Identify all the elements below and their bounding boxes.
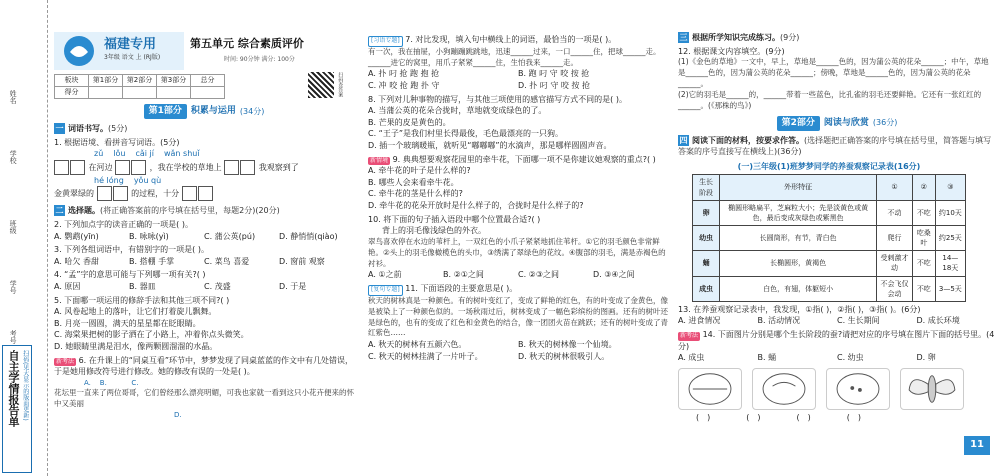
promo-note: 扫码(见大显示的版面更新) — [21, 350, 29, 421]
q9-stem: 9. 典典想要观察花园里的牵牛花，下面哪一项不是你建议她观察的重点?( ) — [392, 154, 656, 164]
table-cell: 约10天 — [935, 200, 965, 225]
answer-boxes[interactable] — [115, 160, 147, 175]
q1-text: 金黄翠绿的 — [54, 189, 94, 199]
table-cell: 白色，有翅，体躯短小 — [720, 276, 877, 301]
q8-stem: 8. 下列对儿种事物的描写，与其他三项使用的感官描写方式不同的是( )。 — [368, 94, 627, 104]
score-cell-part1[interactable] — [89, 87, 123, 99]
q14 — [678, 329, 996, 423]
qr-label: 扫码查答案 — [337, 72, 344, 97]
q7-passage: 有一次，我在抽屉，小狗蹦蹦跳跳地，迅速______过来，一口______住，把球______走。______进它的窝里，用爪子紧紧______住，生怕我来______走。 — [368, 46, 661, 67]
answer-boxes[interactable] — [182, 186, 214, 201]
part2-score: (36分) — [872, 118, 898, 128]
option[interactable]: B. 活动情况 — [757, 316, 801, 326]
q1-text: 我观察到了 — [258, 162, 299, 172]
option[interactable]: A. 牵牛花的叶子是什么样的? — [368, 166, 471, 176]
q2-stem: 2. 下列加点字的读音正确的一项是( )。 — [54, 220, 193, 230]
table-cell: 卵 — [693, 200, 720, 225]
moth-icon — [900, 368, 964, 410]
option[interactable]: B. 月亮一圆圆，满天的星星都在眨眼睛。 — [54, 318, 201, 328]
section-3-heading — [678, 32, 996, 44]
section-3-title: 根据所学知识完成练习。 — [692, 33, 780, 42]
column-1 — [54, 100, 354, 420]
option[interactable]: D. 成长环境 — [916, 316, 960, 326]
table-cell: 不吃 — [912, 200, 935, 225]
score-head-total: 总分 — [191, 75, 225, 87]
q10 — [368, 214, 668, 281]
score-cell-part3[interactable] — [157, 87, 191, 99]
q1-pinyin-row2 — [94, 175, 354, 187]
new-method-badge: 新考法 — [680, 331, 699, 339]
q13-options — [678, 315, 996, 327]
name-label: 姓名 — [9, 90, 18, 104]
part1-score: (34分) — [239, 106, 265, 116]
q3-options — [54, 256, 354, 268]
student-id-label: 学号 — [9, 280, 18, 294]
table-header: 外形特征 — [720, 175, 877, 200]
section-4-title: 阅读下面的材料，按要求作答。 — [692, 135, 804, 145]
leaf-egg-icon — [826, 368, 890, 410]
q5-stem: 5. 下面哪一项运用的修辞手法和其他三项不同?( ) — [54, 295, 230, 305]
q4 — [54, 269, 354, 292]
marker[interactable]: B. — [99, 378, 107, 387]
silkworm-record-table — [692, 161, 966, 302]
paren-slot[interactable]: ( ) — [846, 412, 861, 422]
option[interactable]: A. 当蒲公英的花朵合拢时，草地就变成绿色的了。 — [368, 106, 547, 116]
part1-title: 积累与运用 — [190, 106, 236, 116]
section-2-note: (将正确答案前的序号填在括号里，每题2分)(20分) — [100, 206, 280, 216]
new-method-badge: 新考法 — [56, 357, 75, 365]
class-label: 班级 — [9, 220, 18, 234]
q3-stem: 3. 下列各组词语中，有错别字的一项是( )。 — [54, 245, 209, 255]
marker[interactable]: C. — [131, 378, 139, 387]
section-2-heading — [54, 205, 354, 217]
option[interactable]: D. 卵 — [916, 353, 936, 363]
answer-boxes[interactable] — [54, 160, 86, 175]
score-head-section: 板块 — [55, 75, 89, 87]
brand-subtitle: 3年级 语文 上 (RJ版) — [104, 54, 161, 61]
q10-options — [368, 269, 668, 281]
table-header: ① — [877, 175, 913, 200]
table-cell: 不会飞仅会动 — [877, 276, 913, 301]
q11 — [368, 283, 668, 362]
table-cell: 不吃 — [912, 251, 935, 276]
table-cell: 受刺激才动 — [877, 251, 913, 276]
q11-passage: 秋天的树林真是一种颜色。有的树叶变红了，变成了鲜艳的红色，有的叶变成了金黄色，像是被染上了一种颜色似的。一场秋雨过后，树林变成了一幅色彩缤纷的图画。还有的树叶还是绿色的，也有的变成了红色和金黄色的结合，像一团团火苗在跳跃；还有的树叶变成了青红紫色…… — [368, 295, 668, 338]
q1-pinyin-row1 — [94, 148, 354, 160]
marker[interactable]: D. — [174, 410, 182, 419]
table-header: ② — [912, 175, 935, 200]
section-4-number: 四 — [679, 135, 688, 145]
option[interactable]: C. 秋天的树林挂满了一片叶子。 — [368, 351, 483, 361]
q11-stem: 11. 下面语段的主要意思是( )。 — [405, 284, 518, 294]
table-cell: 14—18天 — [935, 251, 965, 276]
part1-banner — [54, 104, 354, 119]
answer-parens[interactable] — [696, 412, 996, 424]
paren-slot[interactable]: ( ) — [746, 412, 761, 422]
q1-text: 在河边 — [88, 162, 113, 172]
option[interactable]: B. 秋天的树林像一个仙境。 — [518, 340, 617, 350]
q14-options — [678, 352, 996, 364]
section-3-number: 三 — [679, 33, 688, 42]
score-head-part3: 第3部分 — [157, 75, 191, 87]
option[interactable]: B. 咏咏(yì) — [129, 231, 169, 241]
table-cell: 吃桑叶 — [912, 225, 935, 250]
q8 — [368, 94, 668, 152]
option[interactable]: D. ③④之间 — [593, 270, 635, 280]
table-cell: 幼虫 — [693, 225, 720, 250]
column-3 — [678, 32, 996, 423]
q7-stem: 7. 对比发现，填入句中横线上的词语，最恰当的一项是( )。 — [405, 35, 617, 44]
q10-insert: 背上的羽毛像浅绿色的外衣。 — [382, 226, 486, 236]
option[interactable]: C. 茂盛 — [204, 281, 231, 291]
option[interactable]: B. 跑 叼 守 咬 按 抢 — [518, 69, 590, 79]
q13 — [678, 304, 996, 327]
q4-stem: 4. “孟”字的意思可能与下列哪一项有关?( ) — [54, 270, 206, 280]
option[interactable]: B. 芒果的皮是黄色的。 — [368, 117, 451, 127]
table-header: ③ — [935, 175, 965, 200]
section-1-note: (5分) — [108, 124, 128, 134]
exam-id-label: 考号 — [9, 330, 18, 344]
section-1-heading — [54, 123, 354, 135]
leaf-cocoon-icon — [678, 368, 742, 410]
table-cell: 不吃 — [912, 276, 935, 301]
q3 — [54, 244, 354, 267]
option[interactable]: A. 原因 — [54, 281, 81, 291]
option[interactable]: A. 成虫 — [678, 353, 705, 363]
q1-line2 — [54, 186, 354, 201]
silkworm-images — [678, 368, 996, 410]
part2-banner — [678, 116, 996, 131]
table-row — [693, 276, 966, 301]
q12 — [678, 46, 996, 112]
q7 — [368, 34, 668, 92]
table-cell: 长圆筒形，有节，青白色 — [720, 225, 877, 250]
leaf-larva-icon — [752, 368, 816, 410]
q10-stem: 10. 将下面的句子插入语段中哪个位置最合适?( ) — [368, 214, 541, 224]
part2-tag: 第2部分 — [777, 116, 820, 131]
option[interactable]: A. 风卷起地上的落叶，让它们打着旋儿飘舞。 — [54, 307, 217, 317]
option[interactable]: D. 于是 — [279, 281, 307, 291]
q1-text: 的过程，十分 — [131, 189, 180, 199]
score-cell-total[interactable] — [191, 87, 225, 99]
q1 — [54, 137, 354, 202]
answer-boxes[interactable] — [224, 160, 256, 175]
option[interactable]: C. 菜鸟 喜爱 — [204, 256, 250, 266]
q7-options — [368, 68, 668, 91]
option[interactable]: D. 秋天的树林很吸引人。 — [518, 351, 610, 361]
paren-slot[interactable]: ( ) — [696, 412, 711, 422]
paren-slot[interactable]: ( ) — [796, 412, 811, 422]
time-info: 时间: 90分钟 满分: 100分 — [224, 56, 295, 63]
section-2-title: 选择题。 — [68, 206, 100, 216]
option[interactable]: C. 海棠果把树的影子洒在了小路上，冲着你点头微笑。 — [54, 330, 249, 340]
marker[interactable]: A. — [84, 378, 91, 387]
brand-banner — [54, 32, 184, 70]
section-4-heading — [678, 135, 996, 158]
q11-options — [368, 339, 668, 362]
pinyin: zǔ — [94, 149, 104, 159]
option[interactable]: C. 冲 咬 抢 跑 扑 守 — [368, 81, 440, 91]
table-row — [693, 251, 966, 276]
brand-title: 福建专用 — [104, 37, 157, 52]
option[interactable]: B. 蛹 — [757, 353, 777, 363]
answer-boxes[interactable] — [97, 186, 129, 201]
column-2 — [368, 32, 668, 362]
option[interactable]: A. 扑 叼 抢 跑 抱 抢 — [368, 69, 440, 79]
table-cell: 不动 — [877, 200, 913, 225]
option[interactable]: B. 哪些人会来看牵牛花。 — [368, 177, 459, 187]
option[interactable]: C. “王子”是我们村里长得最俊，毛色最漂亮的一只狗。 — [368, 129, 563, 139]
self-report-promo — [2, 345, 32, 473]
option[interactable]: B. ②①之间 — [443, 270, 484, 280]
score-table — [54, 74, 225, 99]
pinyin: lǒu — [113, 149, 126, 159]
q9 — [368, 154, 668, 212]
score-head-part1: 第1部分 — [89, 75, 123, 87]
score-head-part2: 第2部分 — [123, 75, 157, 87]
q14-stem: 14. 下面图片分别是哪个生长阶段的蚕?请把对应的序号填在图片下面的括号里。(4分) — [678, 329, 995, 351]
table-cell: 椭圆形略扁平，芝麻粒大小；先是淡黄色或黄色，最后变成灰绿色或紫黑色 — [720, 200, 877, 225]
table-row — [693, 200, 966, 225]
table-cell: 长椭圆形，黄褐色 — [720, 251, 877, 276]
option[interactable]: D. 牵牛花的花朵开放时是什么样子的，合拢时是什么样子的? — [368, 201, 584, 211]
table-cell: 爬行 — [877, 225, 913, 250]
pinyin: cǎi jí — [135, 149, 154, 159]
pinyin: yǒu qù — [133, 175, 162, 185]
table-caption: (一)三年级(1)班梦梦同学的养蚕观察记录表(16分) — [737, 161, 921, 171]
pinyin: hé lóng — [94, 175, 124, 185]
q2-options — [54, 231, 354, 243]
unit-title: 第五单元 综合素质评价 — [190, 37, 304, 50]
score-cell-part2[interactable] — [123, 87, 157, 99]
option[interactable]: D. 扑 叼 守 咬 按 抢 — [518, 81, 590, 91]
option[interactable]: C. 蒲公英(pú) — [204, 231, 256, 241]
qr-code[interactable] — [308, 72, 334, 98]
option[interactable]: A. 进食情况 — [678, 316, 721, 326]
option[interactable]: D. 静悄悄(qiào) — [279, 231, 338, 241]
q6-passage: 花坛里一直来了两位哥哥，它们曾经那么漂亮明媚，可我也家就一看到这只小花卉便来的怀中又美丽 — [54, 387, 354, 408]
q5 — [54, 295, 354, 353]
page-number: 11 — [964, 436, 990, 455]
option[interactable]: C. 幼虫 — [837, 353, 864, 363]
q6 — [54, 355, 354, 420]
binding-margin — [0, 0, 48, 476]
option[interactable]: C. 生长期间 — [837, 316, 880, 326]
q12-stem: 12. 根据课文内容填空。(9分) — [678, 46, 785, 56]
logo-icon — [58, 34, 100, 68]
topic-tag: [习语专题] — [368, 36, 403, 47]
promo-title: 自主学情报告单 — [6, 350, 20, 427]
option[interactable]: D. 插一个玻璃暖瓶，就听见“嘟嘟嘟”的水滴声，那是哪样圆圆声音。 — [368, 141, 612, 150]
table-cell: 蛹 — [693, 251, 720, 276]
q6-markers — [84, 378, 354, 388]
new-context-badge: 新情境 — [370, 156, 389, 164]
section-4-note: (选择题把正确答案的序号填在括号里，简答题与填写答案的序号直接写在横线上)(36分) — [678, 135, 992, 157]
q12-part1: (1)《金色的草地》一文中，早上，草地是______色的，因为蒲公英的花朵______；中午，草地是______色的，因为蒲公英的花朵______；傍晚，草地是______色的，因为蒲公英的花朵______。 — [678, 57, 989, 88]
q6-stem: 6. 在升课上的“同桌互看”环节中，梦梦发现了同桌蓝蓝的作文中有几处错误，于是她用修改符号进行修改。她的修改有误的一处是( )。 — [54, 355, 354, 377]
option[interactable]: A. 哈欠 香甜 — [54, 256, 99, 266]
option[interactable]: B. 搭棚 手掌 — [129, 256, 175, 266]
option[interactable]: D. 窗前 观察 — [279, 256, 325, 266]
option[interactable]: A. 秋天的树林有五颜六色。 — [368, 340, 467, 350]
table-row — [693, 225, 966, 250]
q1-text: ，我在学校的草地上 — [149, 162, 222, 172]
q13-stem: 13. 在养蚕观察记录表中，我发现，①指( )，②指( )，③指( )。(6分) — [678, 304, 921, 314]
q2 — [54, 219, 354, 242]
option[interactable]: A. ①之前 — [368, 270, 402, 280]
topic-tag: [复句专题] — [368, 285, 403, 296]
part2-title: 阅读与欣赏 — [823, 117, 869, 128]
section-3-note: (9分) — [780, 33, 800, 42]
score-row-label: 得分 — [55, 87, 89, 99]
option[interactable]: B. 器皿 — [129, 281, 156, 291]
pinyin: wǎn shuǐ — [163, 149, 200, 159]
section-1-number: 一 — [55, 124, 64, 134]
option[interactable]: A. 鹦鹉(yīn) — [54, 231, 99, 241]
table-header: 生长阶段 — [693, 175, 720, 200]
table-cell: 3—5天 — [935, 276, 965, 301]
section-2-number: 二 — [55, 206, 64, 216]
q1-stem: 1. 根据语境、看拼音写词语。(5分) — [54, 137, 180, 147]
option[interactable]: C. 牵牛花的茎是什么样的? — [368, 189, 463, 199]
part1-tag: 第1部分 — [144, 104, 187, 119]
option[interactable]: C. ②③之间 — [518, 270, 560, 280]
exam-header — [54, 32, 342, 98]
q12-part2: (2)它的羽毛是______的，______带着一些蓝色，比孔雀的羽毛还要鲜艳。它还有一张红红的______。(《那株的鸟》) — [678, 89, 982, 110]
q4-options — [54, 281, 354, 293]
table-cell: 成虫 — [693, 276, 720, 301]
q10-passage: 翠鸟喜欢停在水边的苇杆上，一双红色的小爪子紧紧地抓住苇杆。①它的羽毛颜色非常鲜艳。②头上的羽毛像橄榄色的头巾，③绣满了翠绿色的花纹。④腹部的羽毛，满是赤褐色的衬衫。 — [368, 236, 666, 268]
school-label: 学校 — [9, 150, 18, 164]
section-1-title: 词语书写。 — [68, 124, 108, 134]
q1-line1 — [54, 160, 354, 175]
option[interactable]: D. 她眼睛里满是泪水，像两颗圆溜溜的水晶。 — [54, 341, 218, 351]
table-cell: 约25天 — [935, 225, 965, 250]
